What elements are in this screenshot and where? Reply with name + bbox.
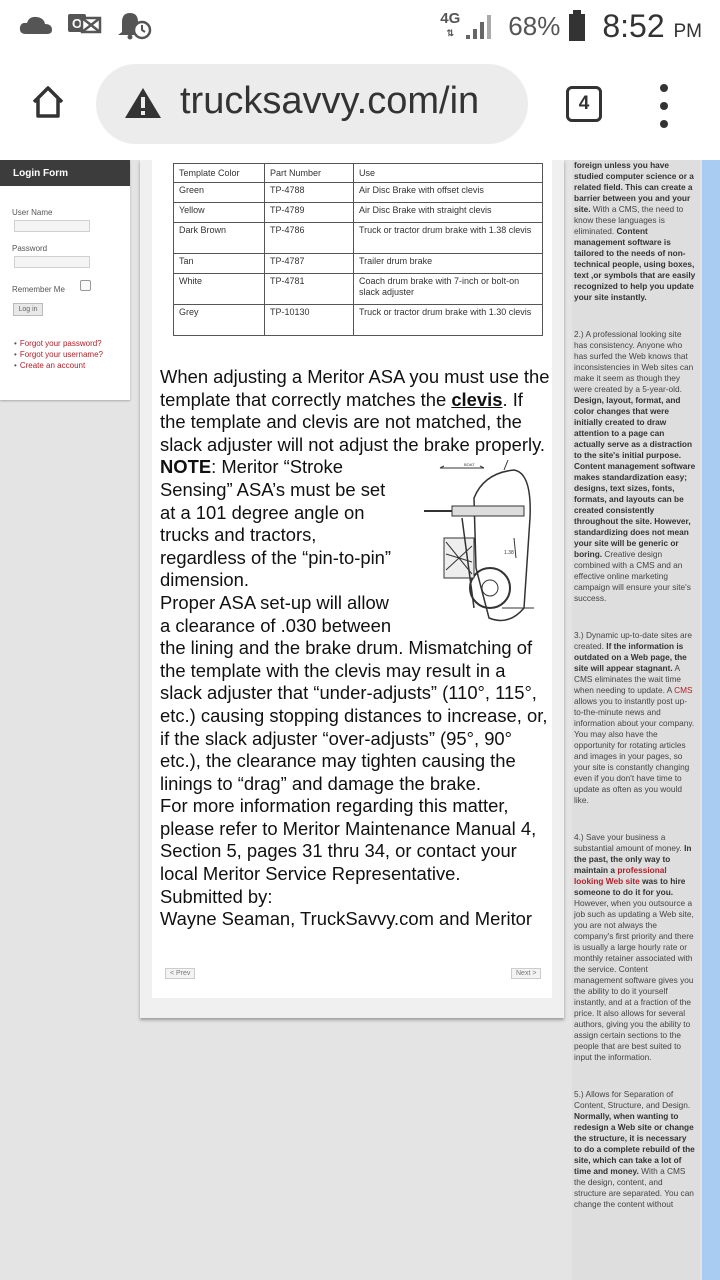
prev-button[interactable]: < Prev xyxy=(165,968,195,979)
battery-icon xyxy=(568,10,586,42)
table-cell: Truck or tractor drum brake with 1.30 clevis xyxy=(354,305,543,336)
note-label: NOTE xyxy=(160,456,212,478)
password-label: Password xyxy=(12,244,48,253)
username-label: User Name xyxy=(12,208,53,217)
sidebar-paragraph xyxy=(574,160,696,303)
more-menu-icon[interactable] xyxy=(656,84,672,128)
table-cell: Air Disc Brake with straight clevis xyxy=(354,203,543,223)
paragraph-clearance: Proper ASA set-up will allow a clearance of .030 between the lining and the brake drum. Mismatching of the template with the clevis may result in a slack adjuster that “under-adjusts” (110°, 115°, etc.) causing stopping distances to increase, or, if the slack adjuster “over-adjusts” (95°, 90° etc.), the clearance may tighten causing the linings to “drag” and damage the brake. xyxy=(160,591,548,794)
next-button[interactable]: Next > xyxy=(511,968,541,979)
text: : Meritor “Stroke Sensing” ASA’s must be set at a 101 degree angle on trucks and tractors, regardless of the “pin-to-pin” dimension. xyxy=(160,456,392,591)
sidebar-paragraph xyxy=(574,832,696,1063)
clock: 8:52 PM xyxy=(602,7,702,44)
text: was to hire someone to do it for you. xyxy=(574,876,686,897)
page-edge-strip xyxy=(702,160,720,1280)
table-row xyxy=(174,305,543,336)
login-form-title: Login Form xyxy=(0,160,130,186)
url-bar[interactable] xyxy=(96,64,528,144)
text: 5.) Allows for Separation of Content, Structure, and Design. xyxy=(574,1089,691,1110)
sidebar-text xyxy=(574,160,696,1236)
text: 4.) Save your business a substantial amount of money. xyxy=(574,832,685,853)
table-row xyxy=(174,254,543,274)
text: Content management software is tailored to the needs of non-technical people, using boxes, text ,or symbols that are easily recognized to help you update your site instantly. xyxy=(574,226,696,302)
table-cell: TP-10130 xyxy=(265,305,354,336)
text: A CMS eliminates the wait time when needing to update. A xyxy=(574,663,681,695)
login-button[interactable]: Log in xyxy=(13,303,43,316)
sidebar-paragraph xyxy=(574,1089,696,1210)
svg-text:BOAT: BOAT xyxy=(464,462,475,468)
submitted-by: Submitted by: xyxy=(160,885,273,907)
table-cell: TP-4781 xyxy=(265,274,354,305)
sidebar-paragraph xyxy=(574,630,696,806)
table-row xyxy=(174,223,543,254)
paragraph-more-info: For more information regarding this matter, please refer to Meritor Maintenance Manual 4, Section 5, pages 31 thru 34, or contact your local Meritor Service Representative. xyxy=(160,795,537,885)
article-body xyxy=(160,366,550,931)
article-container xyxy=(140,160,564,1018)
table-cell: TP-4786 xyxy=(265,223,354,254)
text: 2.) A professional looking site has consistency. Anyone who has surfed the Web knows that inconsistencies in Web sites can make it seem as though they were created by a 5-year-old. xyxy=(574,329,694,394)
table-cell: Trailer drum brake xyxy=(354,254,543,274)
slack-adjuster-diagram xyxy=(404,458,544,628)
text: If the information is outdated on a Web page, the site will appear stagnant. xyxy=(574,641,687,673)
username-input[interactable] xyxy=(14,220,90,232)
home-icon[interactable] xyxy=(28,82,68,122)
article xyxy=(152,160,552,998)
svg-text:O: O xyxy=(72,16,83,31)
table-row xyxy=(174,203,543,223)
warning-icon[interactable] xyxy=(124,86,162,120)
sidebar-paragraph xyxy=(574,329,696,604)
table-cell: TP-4789 xyxy=(265,203,354,223)
table-header: Part Number xyxy=(265,164,354,183)
login-links xyxy=(14,338,103,371)
table-cell: TP-4787 xyxy=(265,254,354,274)
url-text[interactable]: trucksavvy.com/in xyxy=(180,80,480,122)
cloud-icon xyxy=(18,14,54,36)
login-form xyxy=(0,160,130,400)
text: foreign unless you have studied computer science or a related field. This can create a barrier between you and your site. xyxy=(574,160,694,214)
paragraph-intro xyxy=(160,366,550,456)
alarm-snooze-icon xyxy=(114,8,154,40)
text: With a CMS, the need to know these languages is eliminated. xyxy=(574,204,684,236)
text: However, when you outsource a job such as updating a Web site, you are not always the company's first priority and there is usually a large hourly rate or monthly retainer associated with the service. Content management software gives you the ability to do it yourself instantly, and at a fraction of the price. It also allows for several authors, giving you the ability to assign certain sections to the people that are best suited to input the information. xyxy=(574,898,694,1062)
text: When adjusting a Meritor ASA you must use the template that correctly matches the xyxy=(160,366,550,410)
table-cell: Coach drum brake with 7-inch or bolt-on slack adjuster xyxy=(354,274,543,305)
table-cell: Yellow xyxy=(174,203,265,223)
create-account-link[interactable]: • Create an account xyxy=(14,360,103,371)
password-input[interactable] xyxy=(14,256,90,268)
table-cell: White xyxy=(174,274,265,305)
status-bar xyxy=(0,0,720,50)
text: . If the template and clevis are not matched, the slack adjuster will not adjust the brake properly. xyxy=(160,388,546,455)
table-row xyxy=(174,183,543,203)
remember-me-checkbox[interactable] xyxy=(80,280,91,291)
forgot-username-link[interactable]: • Forgot your username? xyxy=(14,349,103,360)
web-page xyxy=(0,160,720,1280)
text: In the past, the only way to maintain a xyxy=(574,843,692,875)
network-type: 4G ⇅ xyxy=(440,10,461,38)
text: With a CMS the design, content, and structure are separated. You can change the content without xyxy=(574,1166,694,1209)
table-cell: Green xyxy=(174,183,265,203)
text: Normally, when wanting to redesign a Web site or change the structure, it is necessary to do a complete rebuild of the site, which can take a lot of time and money. xyxy=(574,1111,695,1176)
author-line: Wayne Seaman, TruckSavvy.com and Meritor xyxy=(160,908,533,930)
text: 3.) Dynamic up-to-date sites are created. xyxy=(574,630,693,651)
browser-toolbar xyxy=(0,50,720,160)
table-cell: Tan xyxy=(174,254,265,274)
text: allows you to instantly post up-to-the-minute news and information about your company. You may also have the opportunity for rotating articles and images in your pages, so your site is constantly changing even if you don't have time to update as often as you would like. xyxy=(574,696,695,805)
text: Design, layout, format, and color changes that were initially created to draw attention to a page can actually serve as a distraction to the site's initial purpose. Content management software makes standardization easy; designs, text sizes, fonts, formats, and layouts can be created consistently throughout the site. However, standardizing does not mean your site will be generic or boring. xyxy=(574,395,696,559)
table-cell: Truck or tractor drum brake with 1.38 clevis xyxy=(354,223,543,254)
tab-switcher-button[interactable]: 4 xyxy=(566,86,602,122)
table-row xyxy=(174,274,543,305)
table-cell: Dark Brown xyxy=(174,223,265,254)
table-cell: Grey xyxy=(174,305,265,336)
table-header: Template Color xyxy=(174,164,265,183)
cms-link[interactable]: CMS xyxy=(674,685,693,695)
sidebar-cms-benefits xyxy=(572,160,700,1280)
table-cell: Air Disc Brake with offset clevis xyxy=(354,183,543,203)
table-header: Use xyxy=(354,164,543,183)
table-cell: TP-4788 xyxy=(265,183,354,203)
template-table xyxy=(173,163,543,336)
svg-text:1.38: 1.38 xyxy=(504,550,514,557)
table-header-row xyxy=(174,164,543,183)
forgot-password-link[interactable]: • Forgot your password? xyxy=(14,338,103,349)
battery-percent: 68% xyxy=(508,10,561,41)
professional-site-link[interactable]: professional looking Web site xyxy=(574,865,667,886)
clevis-link[interactable]: clevis xyxy=(451,388,503,410)
mail-blocked-icon xyxy=(66,10,102,38)
remember-label: Remember Me xyxy=(12,285,65,294)
text: Creative design combined with a CMS and an effective online marketing campaign will ensure your site's success. xyxy=(574,549,691,603)
signal-icon xyxy=(464,11,498,41)
